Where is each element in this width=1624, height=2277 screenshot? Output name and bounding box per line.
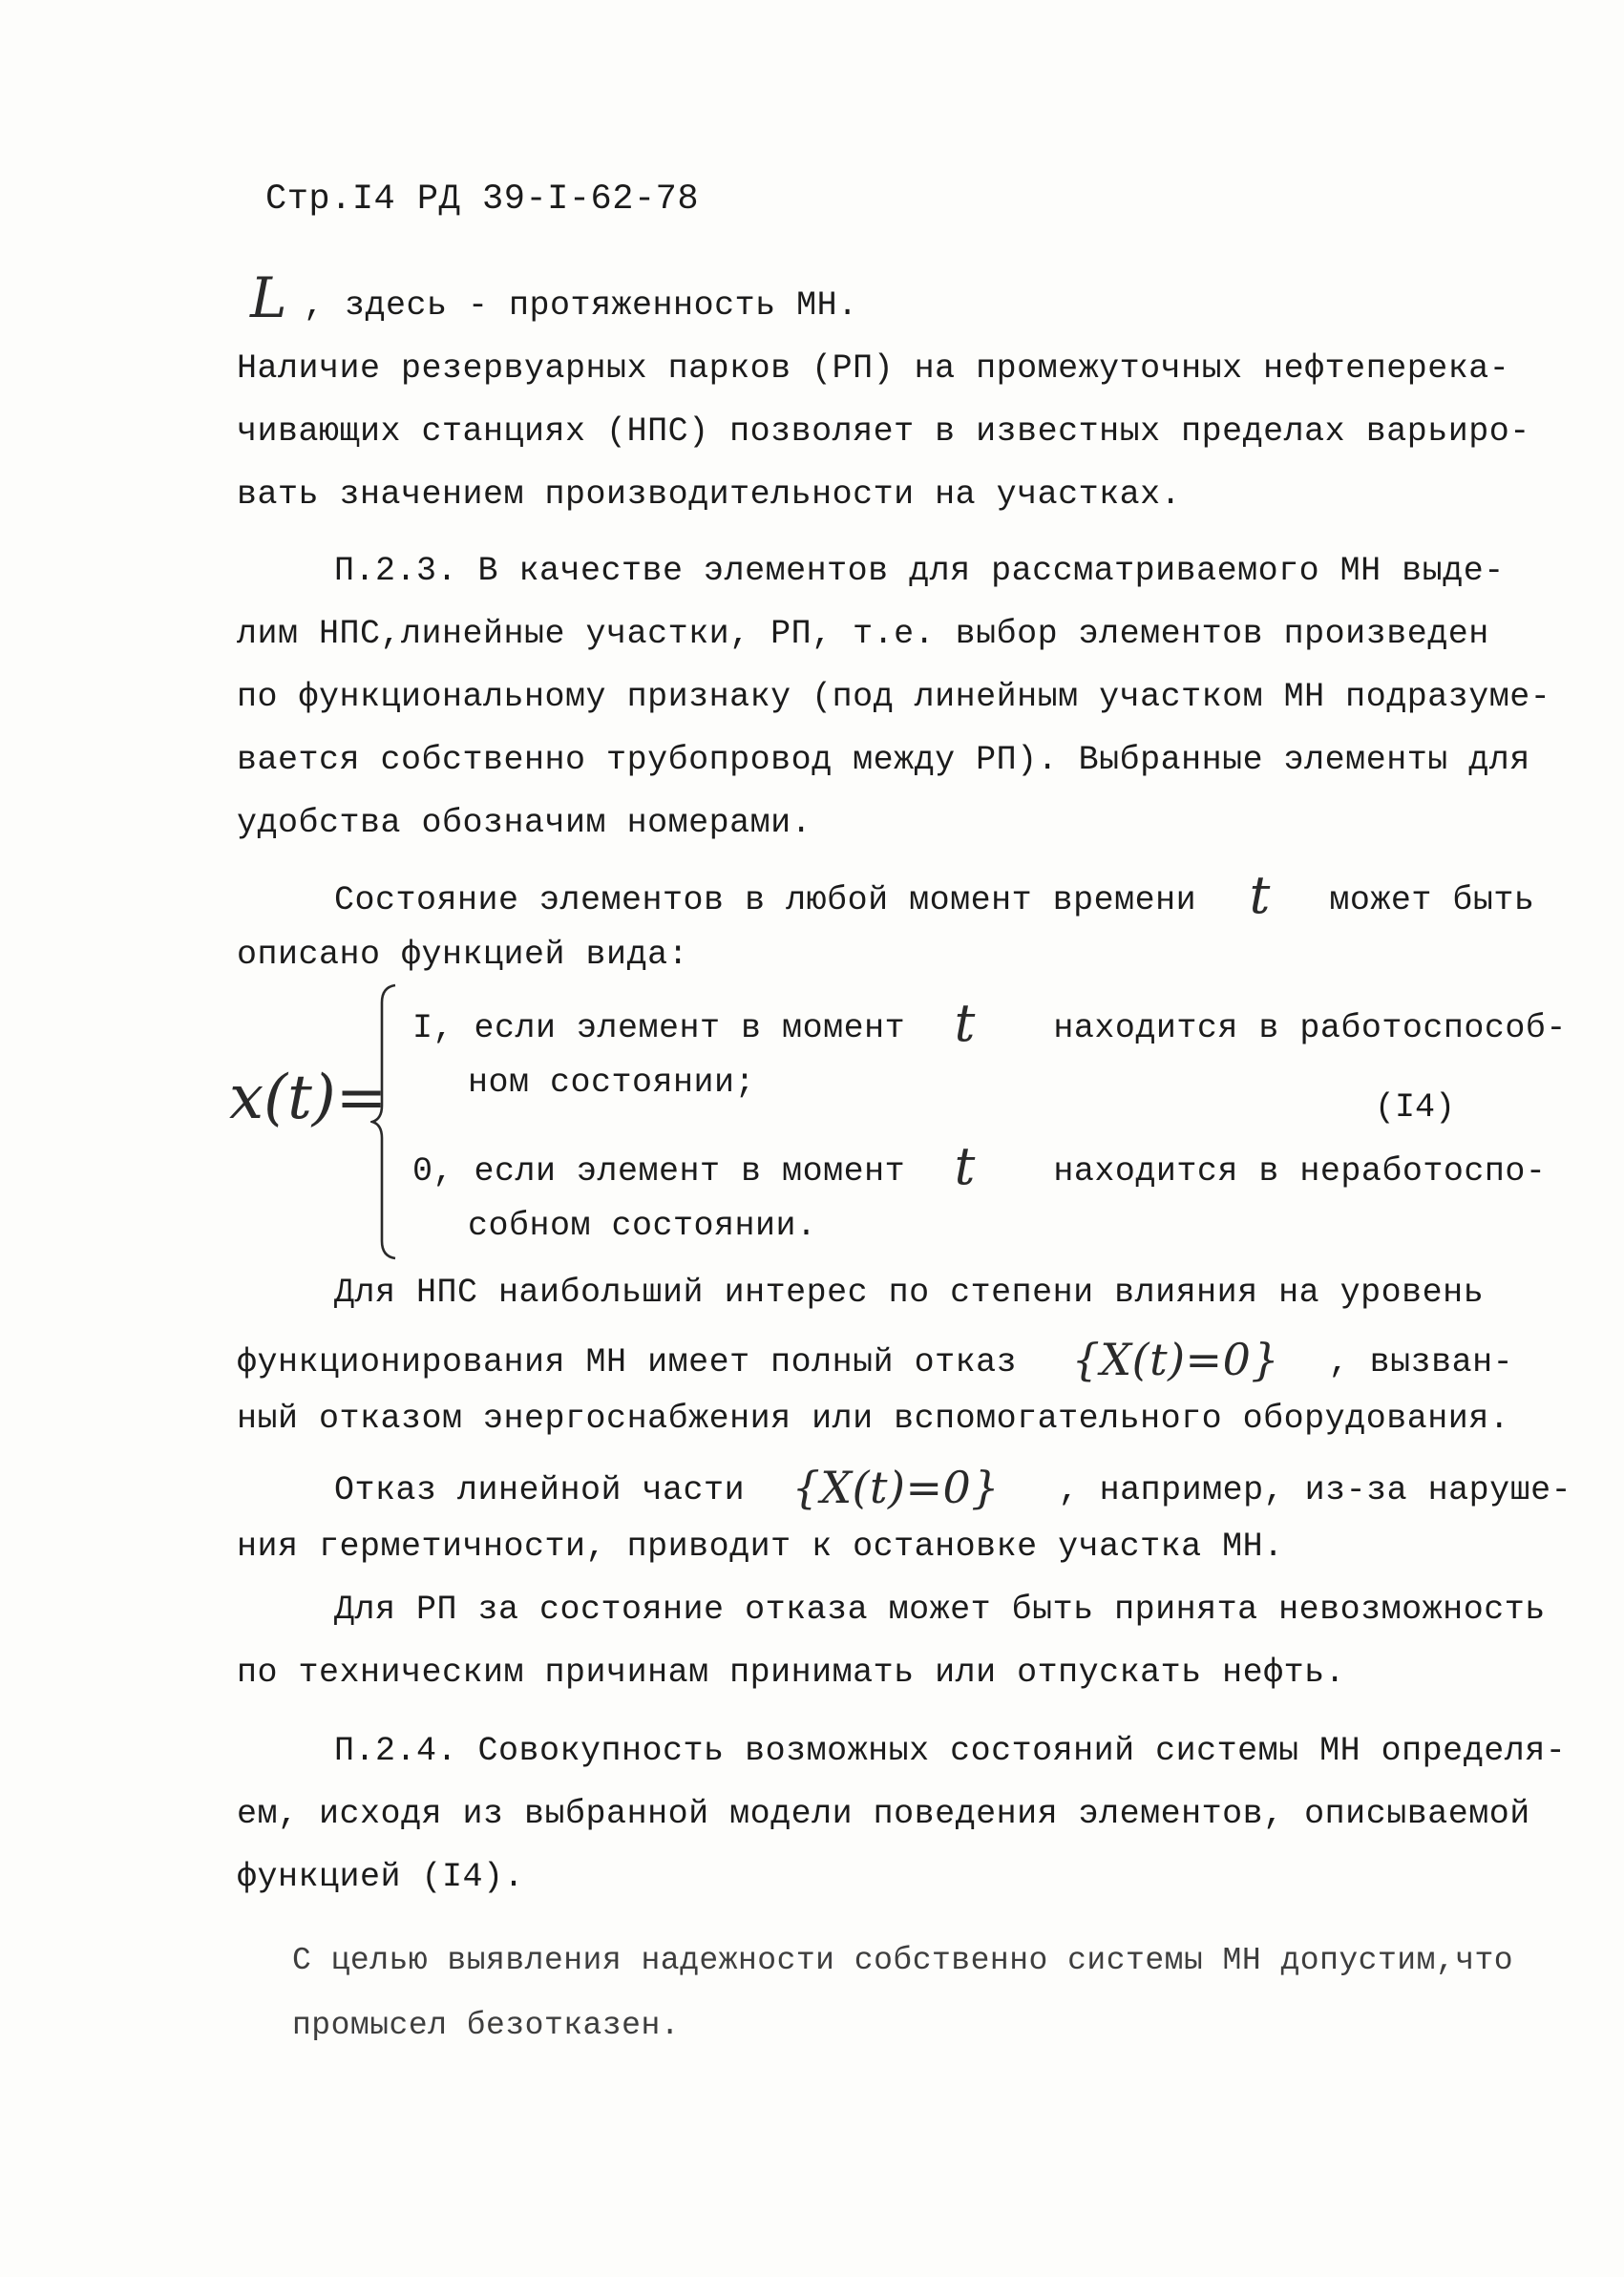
para3-line1-text: Состояние элементов в любой момент времени bbox=[334, 881, 1197, 919]
symbol-t: t bbox=[954, 1136, 976, 1196]
symbol-t: t bbox=[1249, 865, 1271, 925]
symbol-t: t bbox=[954, 993, 976, 1053]
formula-x-of-t: x(t)= bbox=[229, 1063, 388, 1133]
para7-line3: функцией (I4). bbox=[237, 1858, 525, 1896]
para5-line1-tail: , например, из-за наруше- bbox=[1058, 1471, 1572, 1509]
case0-line2: собном состоянии. bbox=[468, 1207, 817, 1245]
para7-line1: П.2.4. Совокупность возможных состояний системы МН определя- bbox=[334, 1732, 1567, 1770]
para5-line1-text: Отказ линейной части bbox=[334, 1471, 746, 1509]
case1-text: I, если элемент в момент bbox=[412, 1009, 906, 1047]
left-brace bbox=[370, 983, 399, 1260]
para1-line3: чивающих станциях (НПС) позволяет в известных пределах варьиро- bbox=[237, 412, 1530, 451]
para5-line2: ния герметичности, приводит к остановке участка МН. bbox=[237, 1528, 1284, 1566]
para1-line1: , здесь - протяженность МН. bbox=[304, 286, 858, 325]
para2-line4: вается собственно трубопровод между РП). Выбранные элементы для bbox=[237, 741, 1530, 779]
para3-line1-tail: может быть bbox=[1329, 881, 1535, 919]
page-header: Стр.I4 РД 39-I-62-78 bbox=[265, 179, 700, 220]
para8-line1: С целью выявления надежности собственно системы МН допустим,что bbox=[292, 1943, 1514, 1978]
case1-tail: находится в работоспособ- bbox=[1053, 1009, 1567, 1047]
para4-line3: ный отказом энергоснабжения или вспомогательного оборудования. bbox=[237, 1400, 1510, 1438]
para7-line2: ем, исходя из выбранной модели поведения элементов, описываемой bbox=[237, 1795, 1530, 1833]
para1-line4: вать значением производительности на участках. bbox=[237, 475, 1182, 514]
para4-line2-text: функционирования МН имеет полный отказ bbox=[237, 1343, 1018, 1381]
para2-line1: П.2.3. В качестве элементов для рассматриваемого МН выде- bbox=[334, 552, 1505, 590]
case0-tail: находится в неработоспо- bbox=[1053, 1152, 1547, 1191]
para5-line1 bbox=[334, 1462, 1572, 1513]
para3-line2: описано функцией вида: bbox=[237, 936, 689, 974]
para2-line3: по функциональному признаку (под линейным участком МН подразуме- bbox=[237, 678, 1551, 716]
para2-line5: удобства обозначим номерами. bbox=[237, 804, 812, 842]
equation-number: (I4) bbox=[1375, 1088, 1456, 1127]
para3-line1 bbox=[334, 865, 1535, 925]
case1-line1 bbox=[412, 993, 1567, 1053]
para2-line2: лим НПС,линейные участки, РП, т.е. выбор элементов произведен bbox=[237, 615, 1489, 653]
case0-line1 bbox=[412, 1136, 1547, 1196]
para8-line2: промысел безотказен. bbox=[292, 2008, 681, 2043]
case1-line2: ном состоянии; bbox=[468, 1064, 756, 1102]
symbol-L: L bbox=[250, 265, 287, 330]
para4-line2 bbox=[237, 1334, 1514, 1385]
para6-line1: Для РП за состояние отказа может быть принята невозможность bbox=[334, 1591, 1546, 1629]
para4-line1: Для НПС наибольший интерес по степени влияния на уровень bbox=[334, 1274, 1485, 1312]
para1-line2: Наличие резервуарных парков (РП) на промежуточных нефтеперека- bbox=[237, 349, 1510, 388]
case0-text: 0, если элемент в момент bbox=[412, 1152, 906, 1191]
formula-failure-2: {X(t)=0} bbox=[791, 1462, 1001, 1513]
formula-failure-1: {X(t)=0} bbox=[1071, 1334, 1280, 1385]
para4-line2-tail: , вызван- bbox=[1328, 1343, 1514, 1381]
para6-line2: по техническим причинам принимать или отпускать нефть. bbox=[237, 1654, 1346, 1692]
